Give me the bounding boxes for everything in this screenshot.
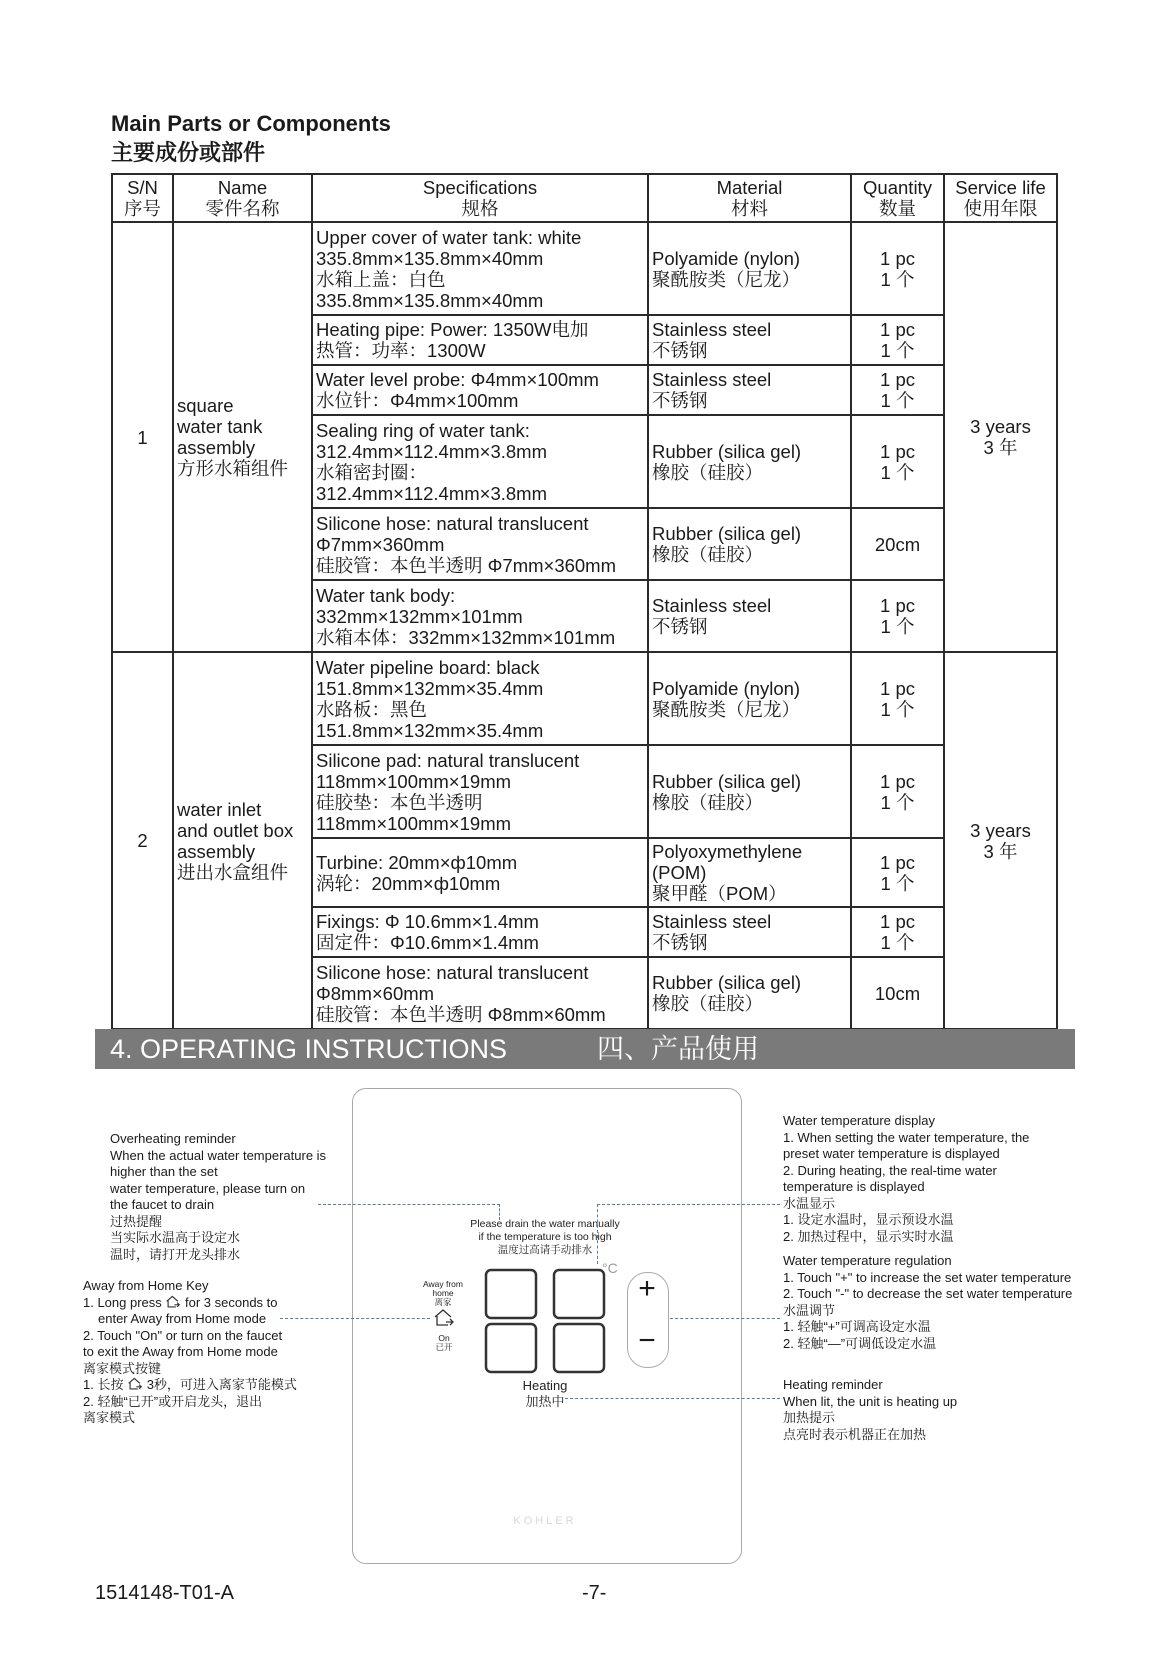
- heating-indicator: Heating 加热中: [522, 1378, 568, 1409]
- name-cell: water inlet and outlet box assembly 进出水盒组件: [173, 652, 312, 1029]
- away-home-small-icon: [127, 1377, 143, 1391]
- away-home-small-icon: [165, 1295, 181, 1309]
- away-note-title: Away from Home Key: [83, 1278, 209, 1293]
- leader-temp-regulation: [670, 1318, 780, 1319]
- name-cell: square water tank assembly 方形水箱组件: [173, 222, 312, 652]
- minus-button[interactable]: −: [638, 1324, 656, 1357]
- quantity-cell: 20cm: [851, 508, 944, 580]
- section-title-en: 4. OPERATING INSTRUCTIONS: [110, 1034, 508, 1064]
- leader-overheating: [318, 1204, 500, 1205]
- service-life-cell: 3 years 3 年: [944, 652, 1057, 1029]
- leader-heating: [565, 1398, 780, 1399]
- spec-cell: Fixings: Φ 10.6mm×1.4mm 固定件：Φ10.6mm×1.4mm: [312, 907, 648, 957]
- plus-button[interactable]: +: [638, 1272, 656, 1305]
- quantity-cell: 1 pc 1 个: [851, 652, 944, 745]
- leader-overheating-drop: [499, 1204, 500, 1220]
- leader-temp-display: [597, 1204, 780, 1205]
- material-cell: Rubber (silica gel) 橡胶（硅胶）: [648, 957, 851, 1029]
- section-heading-zh: 主要成份或部件: [111, 140, 266, 165]
- spec-cell: Heating pipe: Power: 1350W电加 热管：功率：1300W: [312, 315, 648, 365]
- material-cell: Polyoxymethylene (POM) 聚甲醛（POM）: [648, 838, 851, 907]
- spec-cell: Water pipeline board: black 151.8mm×132mm×35.4mm 水路板：黑色 151.8mm×132mm×35.4mm: [312, 652, 648, 745]
- overheating-reminder-note: Overheating reminder When the actual water temperature is higher than the set water temperature, please turn on the faucet to drain 过热提醒 当实际水温高于设定水 温时，请打开龙头排水: [110, 1131, 327, 1262]
- operating-instructions-bar: [95, 1029, 1075, 1069]
- header-quantity: Quantity 数量: [851, 174, 944, 222]
- quantity-cell: 1 pc 1 个: [851, 907, 944, 957]
- material-cell: Stainless steel 不锈钢: [648, 580, 851, 652]
- spec-cell: Sealing ring of water tank: 312.4mm×112.4mm×3.8mm 水箱密封圈： 312.4mm×112.4mm×3.8mm: [312, 415, 648, 508]
- away-note-zh1-b: 3秒，可进入离家节能模式: [143, 1377, 297, 1392]
- quantity-cell: 10cm: [851, 957, 944, 1029]
- material-cell: Stainless steel 不锈钢: [648, 315, 851, 365]
- header-material: Material 材料: [648, 174, 851, 222]
- away-home-icon[interactable]: [433, 1308, 455, 1328]
- material-cell: Stainless steel 不锈钢: [648, 907, 851, 957]
- quantity-cell: 1 pc 1 个: [851, 415, 944, 508]
- page-number: -7-: [582, 1582, 607, 1604]
- away-from-home-label: Away from home 离家: [423, 1279, 463, 1307]
- quantity-cell: 1 pc 1 个: [851, 745, 944, 838]
- quantity-cell: 1 pc 1 个: [851, 365, 944, 415]
- material-cell: Stainless steel 不锈钢: [648, 365, 851, 415]
- away-note-step2: 2. Touch "On" or turn on the faucet to exit the Away from Home mode 离家模式按键: [83, 1327, 283, 1376]
- header-service-life: Service life 使用年限: [944, 174, 1057, 222]
- leader-temp-display-drop: [597, 1204, 598, 1264]
- spec-cell: Water tank body: 332mm×132mm×101mm 水箱本体：332mm×132mm×101mm: [312, 580, 648, 652]
- material-cell: Rubber (silica gel) 橡胶（硅胶）: [648, 508, 851, 580]
- document-id: 1514148-T01-A: [95, 1582, 234, 1604]
- away-from-home-note: [83, 1278, 297, 1427]
- table-row: [112, 222, 1057, 315]
- spec-cell: Water level probe: Φ4mm×100mm 水位针：Φ4mm×100mm: [312, 365, 648, 415]
- heating-reminder-note: Heating reminder When lit, the unit is heating up 加热提示 点亮时表示机器正在加热: [783, 1377, 958, 1442]
- water-temperature-display-note: Water temperature display 1. When setting the water temperature, the preset water temperature is displayed 2. During heating, the real-time water temperature is displayed 水温显示 1. 设定水温时，显示预设水温 2. 加热过程中，显示实时水温: [783, 1113, 1030, 1244]
- header-name: Name 零件名称: [173, 174, 312, 222]
- service-life-cell: 3 years 3 年: [944, 222, 1057, 652]
- header-spec: Specifications 规格: [312, 174, 648, 222]
- material-cell: Rubber (silica gel) 橡胶（硅胶）: [648, 415, 851, 508]
- away-note-step1-c: enter Away from Home mode: [98, 1311, 267, 1326]
- material-cell: Rubber (silica gel) 橡胶（硅胶）: [648, 745, 851, 838]
- water-temperature-regulation-note: Water temperature regulation 1. Touch "+" to increase the set water temperature 2. Touch "-" to decrease the set water temperature 水温调节 1. 轻触“+”可调高设定水温 2. 轻触“—”可调低设定水温: [783, 1253, 1073, 1351]
- quantity-cell: 1 pc 1 个: [851, 222, 944, 315]
- away-note-step1-a: 1. Long press: [83, 1294, 166, 1310]
- section-title-zh: 四、产品使用: [597, 1034, 759, 1064]
- section-heading-en: Main Parts or Components: [111, 111, 391, 136]
- away-note-zh2: 2. 轻触“已开”或开启龙头，退出 离家模式: [83, 1393, 263, 1425]
- leader-away-key: [280, 1318, 430, 1319]
- spec-cell: Turbine: 20mm×ф10mm 涡轮：20mm×ф10mm: [312, 838, 648, 907]
- parts-table: [111, 173, 1058, 1030]
- away-note-zh1-a: 1. 长按: [83, 1377, 128, 1392]
- temperature-digit-display: [484, 1268, 608, 1376]
- quantity-cell: 1 pc 1 个: [851, 315, 944, 365]
- on-label[interactable]: On 已开: [435, 1333, 453, 1352]
- spec-cell: Upper cover of water tank: white 335.8mm×135.8mm×40mm 水箱上盖：白色 335.8mm×135.8mm×40mm: [312, 222, 648, 315]
- quantity-cell: 1 pc 1 个: [851, 838, 944, 907]
- drain-message: Please drain the water manually if the temperature is too high 温度过高请手动排水: [470, 1218, 620, 1256]
- sn-cell: 1: [112, 222, 173, 652]
- quantity-cell: 1 pc 1 个: [851, 580, 944, 652]
- spec-cell: Silicone hose: natural translucent Φ7mm×360mm 硅胶管：本色半透明 Φ7mm×360mm: [312, 508, 648, 580]
- material-cell: Polyamide (nylon) 聚酰胺类（尼龙）: [648, 652, 851, 745]
- material-cell: Polyamide (nylon) 聚酰胺类（尼龙）: [648, 222, 851, 315]
- spec-cell: Silicone pad: natural translucent 118mm×100mm×19mm 硅胶垫：本色半透明 118mm×100mm×19mm: [312, 745, 648, 838]
- spec-cell: Silicone hose: natural translucent Φ8mm×60mm 硅胶管：本色半透明 Φ8mm×60mm: [312, 957, 648, 1029]
- sn-cell: 2: [112, 652, 173, 1029]
- away-note-step1-b: for 3 seconds to: [181, 1294, 278, 1310]
- header-sn: S/N 序号: [112, 174, 173, 222]
- table-row: [112, 652, 1057, 745]
- celsius-symbol: °C: [602, 1260, 618, 1276]
- kohler-logo: KOHLER: [513, 1515, 577, 1527]
